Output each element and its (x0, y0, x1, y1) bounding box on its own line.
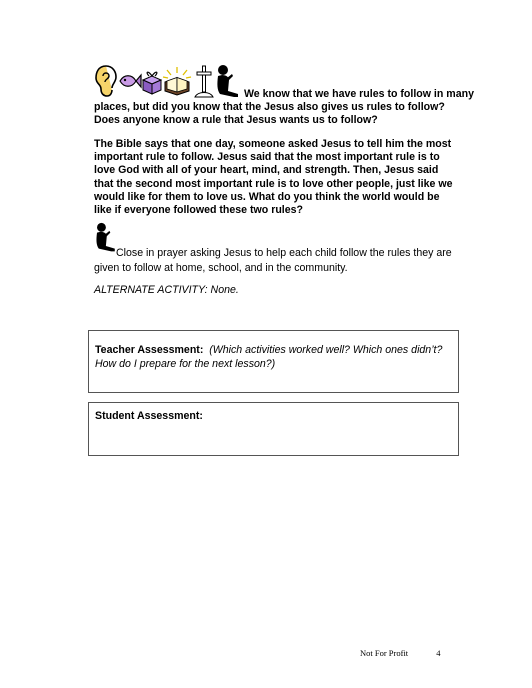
bible-paragraph: The Bible says that one day, someone asked Jesus to tell him the most important rule to follow. Jesus said that the most important rule is to love God with all of your heart, mind, and strength. Then, Jesus said that the second most important rule is to love other people, just like we would like for them to love us. What do you think the world would be like if everyone followed these two rules? (94, 138, 453, 217)
alternate-activity: ALTERNATE ACTIVITY: None. (94, 284, 239, 296)
teacher-assessment-box (88, 330, 459, 393)
teacher-assessment-text (95, 343, 451, 371)
intro-line-2: places, but did you know that the Jesus also gives us rules to follow? (94, 101, 445, 114)
prayer-text: Close in prayer asking Jesus to help each child follow the rules they are given to follow at home, school, and in the community. (94, 247, 452, 274)
closing-prayer-text (94, 246, 459, 276)
footer-text: Not For Profit (360, 648, 409, 658)
teacher-assessment-prompt: (Which activities worked well? Which ones didn’t? How do I prepare for the next lesson?) (95, 344, 443, 370)
teacher-assessment-label: Teacher Assessment: (95, 344, 204, 356)
intro-line-3: Does anyone know a rule that Jesus wants us to follow? (94, 114, 378, 127)
intro-line-1: We know that we have rules to follow in many (244, 88, 474, 100)
page-footer (360, 648, 441, 658)
intro-paragraph (94, 88, 474, 128)
student-assessment-box (88, 402, 459, 456)
student-assessment-text (95, 409, 451, 423)
page-number: 4 (436, 648, 441, 658)
student-assessment-label: Student Assessment: (95, 410, 203, 422)
